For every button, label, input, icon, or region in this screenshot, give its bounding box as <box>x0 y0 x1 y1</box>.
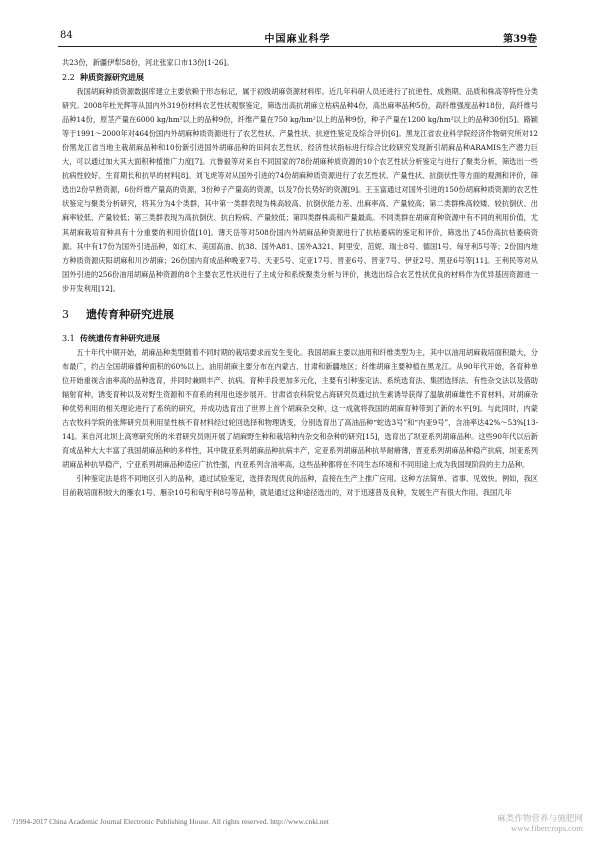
section-3-1-paragraph-1: 五十年代中期开始，胡麻品种类型随着不同时期的栽培要求而发生变化。我国胡麻主要以油用和纤维类型为主，其中以油用胡麻栽培面积最大，分布最广，约占全国胡麻播种面积的60%以上。油用胡麻主要分布在内蒙古、甘肃和新疆地区；纤维胡麻主要种植在黑龙江。从90年代开始，各育种单位开始重视含油率高的品种选育，并同时兼顾丰产、抗病。育种手段更加多元化，主要有引种鉴定法、系统选育法、集团选择法、有性杂交法以及借助辐射育种，诱变育种以及对野生资源和不育系的利用也逐步展开。甘肃省农科院党占海研究员通过抗生素诱导获得了温敏胡麻雄性不育材料，对胡麻杂种优势利用的相关理论进行了系统的研究，并成功选育出了世界上首个胡麻杂交种，这一成就将我国的胡麻育种带到了新的水平[9]。与此同时，内蒙古农牧科学院的张辉研究员利用显性核不育材料经过轮回选择和物理诱变，分别选育出了高油品种“蛇选3号”和“内亚9号”，含油率达42%～53%[13-14]。来自河北坝上高寒研究所的米君研究员则开展了胡麻野生种和栽培种内杂交和杂种的研究[15]，选育出了坝亚系列胡麻品种。这些90年代以后新育成品种大大丰富了我国胡麻品种的多样性，其中陇亚系列胡麻品种抗病丰产，定亚系列胡麻品种抗旱耐瘠薄，晋亚系列胡麻品种稳产抗病，坝亚系列胡麻品种抗旱稳产，宁亚系列胡麻品种适应广抗性强，内亚系列含油率高，这些品种都将在不同生态环境和不同用途上成为我国现阶段的主力品种。 <box>62 347 538 470</box>
page-number: 84 <box>60 30 73 41</box>
watermark-url: www.fibercrops.com <box>511 823 583 833</box>
section-title: 遗传育种研究进展 <box>86 307 174 321</box>
section-2-2-heading <box>62 70 538 85</box>
volume-label: 第39卷 <box>503 34 537 45</box>
section-number: 3 <box>62 307 69 321</box>
journal-title: 中国麻业科学 <box>264 34 331 45</box>
article-body <box>62 56 538 500</box>
page-footer <box>12 813 583 833</box>
section-2-2-paragraph: 我国胡麻种质资源数据库建立主要依赖于形态标记，属于初级胡麻资源材料库。近几年科研人员还进行了抗逆性、成熟期、品质和株高等特性分类研究。2008年杜光辉等从国内外319份材料农艺性状观察鉴定，筛选出高抗胡麻立枯病品种4份，高出麻率品种5份，高纤维强度品种18份，高纤维号品种14份，原茎产量在6000 kg/hm²以上的品种9份，纤维产量在750 kg/hm²以上的品种9份，种子产量在1200 kg/hm²以上的品种30份[5]。路颖等于1991～2000年对464份国内外胡麻种质资源进行了农艺性状、产量性状、抗逆性鉴定及综合评价[6]。黑龙江省农业科学院经济作物研究所对12份黑龙江省当地主栽胡麻品种和10份新引进国外胡麻品种的田间农艺性状、经济性状指标进行综合比较研究发现新引胡麻品种ARAMIS生产潜力巨大，可以通过加大其大面积种植推广力度[7]。亢鲁毅等对来自不同国家的78份胡麻种质资源的10个农艺性状分析鉴定与进行了聚类分析，筛选出一些抗病性较好、生育期长和抗旱的材料[8]。刘飞虎等对从国外引进的74份胡麻种质资源进行了农艺性状、产量性状、抗倒伏性等方面的观测和评价，筛选出2份早熟资源，6份纤维产量高的资源，3份种子产量高的资源，以及7份长势好的资源[9]。王玉富通过对国外引进的150份胡麻种质资源的农艺性状鉴定与聚类分析研究，将其分为4个类群，其中第一类群表现为株高较高、抗倒伏能力差、出麻率高、产量较高；第二类群株高较矮、较抗倒伏、出麻率较低、产量较低；第三类群表现为高抗倒伏、抗白粉病、产量较低；第四类群株高和产量最高。不同类群在胡麻育种资源中有不同的利用价值，尤其胡麻栽培育种具有十分重要的利用价值[10]。薄天岳等对508份国内外胡麻品种资源进行了抗枯萎病的鉴定和评价，筛选出了45份高抗枯萎病资源。其中有17份为国外引进品种，如红木、美国高油、抗38、国外A81、国外A321、阿里安、范妮、瑞士8号、德国1号、匈牙利5号等；2份国内地方种质资源庆阳胡麻和川沙胡麻；26份国内育成品种晚亚7号、天亚5号、定亚17号、晋亚6号、晋亚7号、伊亚2号、黑亚6号等[11]。王利民等对从国外引进的256份油用胡麻品种资源的8个主要农艺性状进行了主成分和系统聚类分析与评价，挑选出综合农艺性状优良的材料作为优异基因资源进一步开发利用[12]。 <box>62 87 538 293</box>
section-title: 传统遗传育种研究进展 <box>80 332 160 343</box>
header-divider <box>58 46 537 47</box>
copyright-notice: ?1994-2017 China Academic Journal Electronic Publishing House. All rights reserved. http://www.cnki.net <box>12 817 329 826</box>
section-title: 种质资源研究进展 <box>80 72 144 83</box>
section-3-1-paragraph-2: 引种鉴定法是将不同地区引入的品种，通过试验鉴定，选择表现优良的品种，直接在生产上推广应用。这种方法简单、省事、见效快。例如，我区目前栽培面积较大的雁农1号、雁杂10号和匈牙利8号等品种，就是通过这种途径选出的，对于迅速普及良种，发展生产有很大作用。我国几年 <box>62 474 538 498</box>
section-3-heading <box>62 306 538 324</box>
section-number: 3.1 <box>62 333 75 343</box>
section-3-1-heading <box>62 331 538 346</box>
watermark <box>497 813 583 833</box>
running-header <box>58 30 537 46</box>
section-number: 2.2 <box>62 73 75 83</box>
intro-line: 共23份，新疆伊犁58份，河北张家口市13份[1-26]。 <box>62 58 234 67</box>
watermark-cn: 麻类作物营养与施肥网 <box>497 813 583 823</box>
